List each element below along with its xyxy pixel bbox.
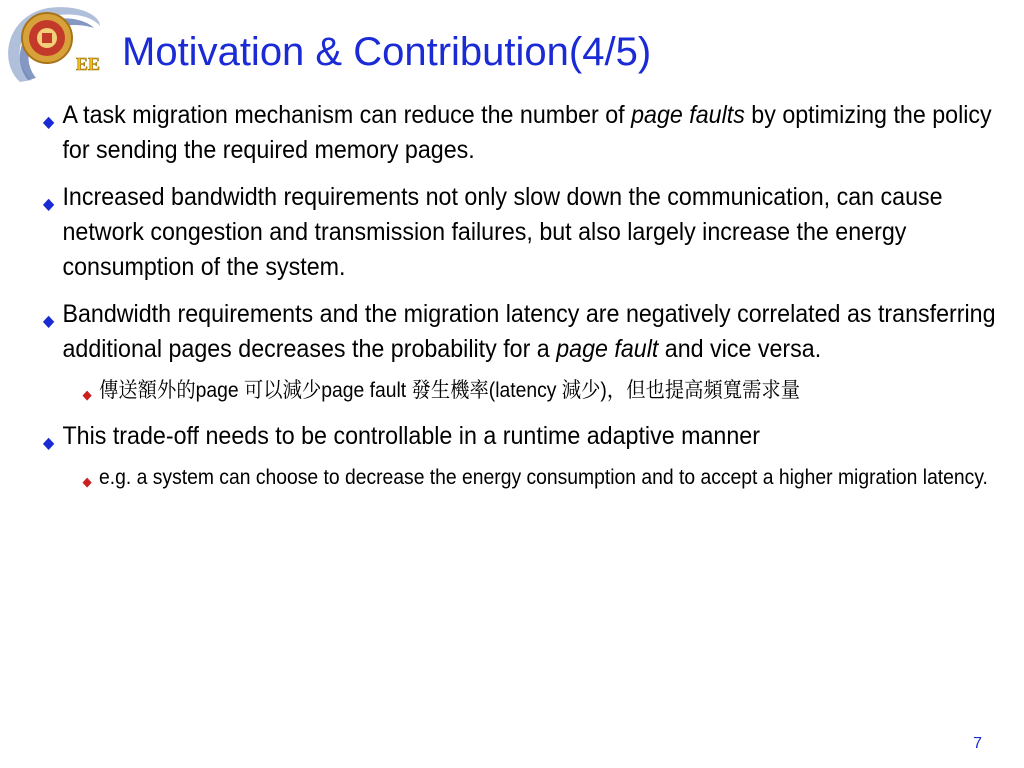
sub-bullet-text: e.g. a system can choose to decrease the energy consumption and to accept a higher migration latency. — [99, 466, 988, 489]
slide-content — [42, 98, 1002, 506]
slide-title: Motivation & Contribution(4/5) — [122, 30, 652, 74]
svg-text:EE: EE — [76, 54, 101, 74]
bullet-text: Bandwidth requirements and the migration latency are negatively correlated as transferring additional pages decreases the probability for a — [62, 300, 996, 363]
bullet-text: and vice versa. — [658, 335, 822, 363]
bullet-text: by optimizing the policy for sending the required memory pages. — [62, 101, 992, 164]
bullet-emphasis: page fault — [556, 335, 659, 363]
sub-bullet-text: 傳送額外的page 可以減少page fault 發生機率(latency 減少)，但也提高頻寬需求量 — [99, 379, 801, 402]
bullet-emphasis: page faults — [631, 101, 745, 129]
university-emblem-icon — [2, 2, 106, 90]
page-number: 7 — [973, 735, 982, 752]
logo — [2, 2, 106, 90]
diamond-bullet-icon: ◆ — [42, 196, 55, 213]
bullet-item — [42, 98, 1022, 168]
bullet-item — [42, 180, 1022, 285]
diamond-bullet-icon: ◆ — [42, 435, 55, 452]
bullet-item — [42, 419, 1022, 454]
sub-bullet-item — [42, 377, 1019, 405]
sub-bullet-item — [42, 464, 1019, 492]
diamond-bullet-icon: ◆ — [82, 387, 92, 402]
diamond-bullet-icon: ◆ — [42, 114, 55, 131]
diamond-bullet-icon: ◆ — [42, 313, 55, 330]
bullet-text: Increased bandwidth requirements not only slow down the communication, can cause network congestion and transmission failures, but also largely increase the energy consumption of the system. — [62, 183, 943, 281]
bullet-text: A task migration mechanism can reduce the number of — [62, 101, 632, 129]
diamond-bullet-icon: ◆ — [82, 474, 92, 489]
bullet-text: This trade-off needs to be controllable in a runtime adaptive manner — [62, 422, 760, 450]
bullet-item — [42, 297, 1022, 367]
